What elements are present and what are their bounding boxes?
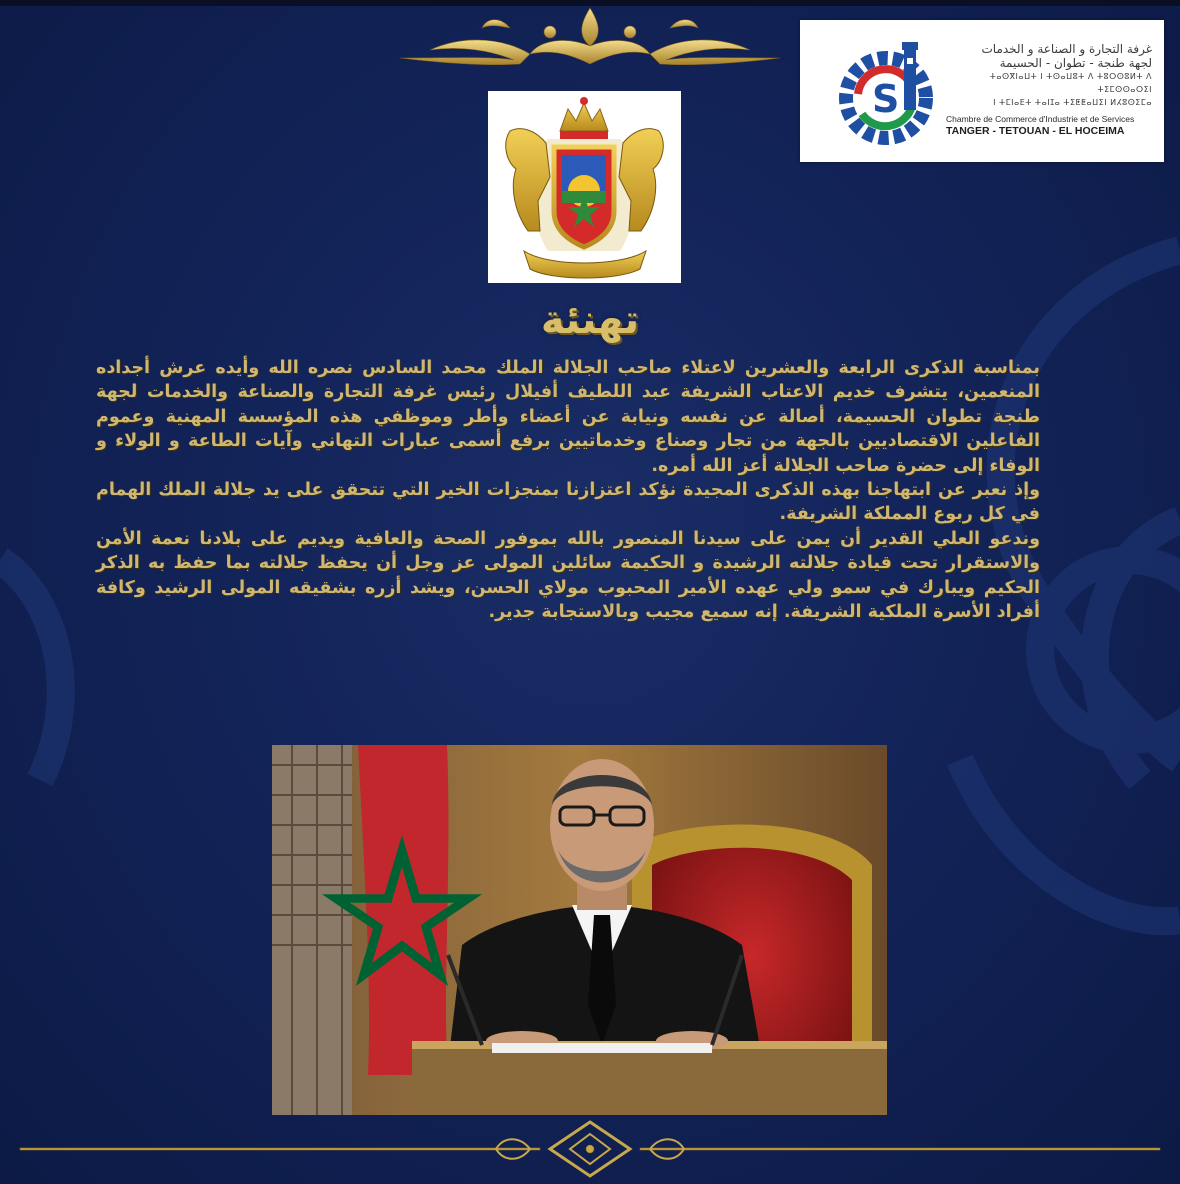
portrait-illustration-icon	[272, 745, 887, 1115]
coat-of-arms	[488, 91, 681, 283]
cci-tifinagh-line-1: ⵜⴰⵙⴳⵏⴰⵡⵜ ⵏ ⵜⵙⴰⵡⵓⵜ ⴷ ⵜⵓⵔⵙⵓⵍⵜ ⴷ ⵜⵉⵎⵙⵙⴰⵔⵉⵏ	[989, 72, 1152, 94]
cci-arabic-line-1: غرفة التجارة و الصناعة و الخدمات	[981, 42, 1152, 56]
message-paragraph-3: وندعو العلي القدير أن يمن على سيدنا المنصور بالله بموفور الصحة والعافية ويديم على بلادنا نعمة الأمن والاستقرار تحت قيادة جلالته الرشيدة و الحكيمة سائلين المولى عز وجل أن يحفظ جلالته بما حفظ به الذكر الحكيم ويبارك في سمو ولي عهده الأمير المحبوب مولاي الحسن، ويشد أزره بشقيقه المولى الرشيد وكافة أفراد الأسرة الملكية الشريفة. إنه سميع مجيب وبالاستجابة جدير.	[96, 528, 1040, 623]
cci-gear-lighthouse-icon	[836, 40, 946, 150]
cci-tifinagh-line-2: ⵏ ⵜⵎⵏⴰⴹⵜ ⵜⴰⵏⵊⴰ ⵜⵉⵟⵟⴰⵡⵉⵏ ⵍⵃⵓⵙⵉⵎⴰ	[993, 98, 1152, 107]
cci-french-line: Chambre de Commerce d'Industrie et de Services	[946, 114, 1135, 124]
svg-text:S: S	[872, 77, 900, 121]
moroccan-coat-of-arms-icon	[488, 91, 681, 283]
cci-logo	[800, 20, 1164, 162]
message-paragraph-1: بمناسبة الذكرى الرابعة والعشرين لاعتلاء صاحب الجلالة الملك محمد السادس نصره الله وأيده عرش أجداده المنعمين، يتشرف خديم الاعتاب الشريفة عبد اللطيف أفيلال رئيس غرفة التجارة والصناعة والخدمات لجهة طنجة تطوان الحسيمة، أصالة عن نفسه ونيابة عن أعضاء وأطر وموظفي هذه المؤسسة المهنية وعموم الفاعلين الاقتصاديين بالجهة من تجار وصناع وخدماتيين برفع أسمى عبارات التهاني وآيات الطاعة و الولاء و الوفاء إلى حضرة صاحب الجلالة أعز الله أمره.	[96, 358, 1040, 476]
cci-city-line: TANGER - TETOUAN - EL HOCEIMA	[946, 125, 1125, 137]
bottom-gold-flourish-icon	[0, 1118, 1180, 1180]
cci-arabic-line-2: لجهة طنجة - تطوان - الحسيمة	[999, 56, 1152, 70]
page-title: تهنئة	[540, 297, 640, 343]
top-gold-flourish-icon	[390, 6, 790, 76]
congratulation-message	[96, 356, 1040, 624]
king-portrait-photo	[272, 745, 887, 1115]
message-paragraph-2: وإذ نعبر عن ابتهاجنا بهذه الذكرى المجيدة نؤكد اعتزازنا بمنجزات الخير التي تتحقق على يد جلالة الملك الهمام في كل ربوع المملكة الشريفة.	[96, 480, 1040, 525]
